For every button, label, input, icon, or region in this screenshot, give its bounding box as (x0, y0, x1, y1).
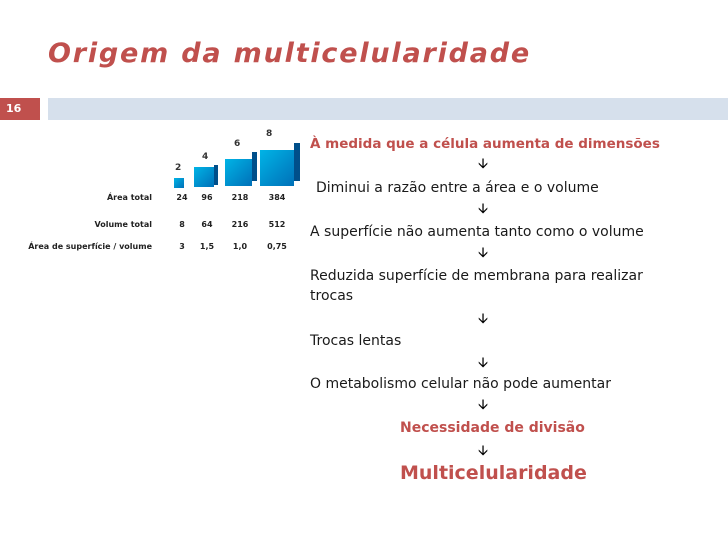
down-arrow-icon: 🡫 (478, 311, 489, 327)
step-multicellularity: Multicelularidade (400, 462, 587, 484)
step-division-needed: Necessidade de divisão (400, 420, 585, 436)
row-label-ratio: Área de superfície / volume (28, 242, 152, 251)
step-slow-exchange: Trocas lentas (310, 333, 402, 349)
cube-label-4: 4 (202, 152, 209, 162)
step-metabolism: O metabolismo celular não pode aumentar (310, 376, 611, 392)
cell-area-2: 24 (176, 193, 188, 202)
down-arrow-icon: 🡫 (478, 443, 489, 459)
down-arrow-icon: 🡫 (478, 156, 489, 172)
cell-volume-6: 216 (231, 220, 249, 229)
slide-number: 16 (0, 98, 40, 120)
row-label-volume: Volume total (94, 220, 152, 229)
cube-4 (194, 165, 218, 187)
cube-2 (174, 176, 186, 188)
cell-volume-2: 8 (179, 220, 185, 229)
slide-title: Origem da multicelularidade (48, 38, 532, 69)
cell-volume-8: 512 (268, 220, 286, 229)
cell-ratio-6: 1,0 (232, 242, 248, 251)
step-ratio-decreases: Diminui a razão entre a área e o volume (316, 180, 599, 196)
step-surface: A superfície não aumenta tanto como o volume (310, 224, 644, 240)
cube-8 (260, 143, 300, 186)
cube-figure (8, 125, 298, 270)
cube-6 (225, 152, 257, 186)
cell-area-4: 96 (201, 193, 213, 202)
down-arrow-icon: 🡫 (478, 245, 489, 261)
cube-label-2: 2 (175, 163, 182, 173)
down-arrow-icon: 🡫 (478, 201, 489, 217)
down-arrow-icon: 🡫 (478, 397, 489, 413)
step-cell-grows: À medida que a célula aumenta de dimensões (310, 136, 660, 152)
cell-area-6: 218 (231, 193, 249, 202)
step-reduced-membrane: Reduzida superfície de membrana para realizar (310, 268, 643, 284)
cell-volume-4: 64 (201, 220, 213, 229)
row-label-area: Área total (106, 193, 152, 202)
cell-area-8: 384 (268, 193, 286, 202)
header-bar (48, 98, 728, 120)
down-arrow-icon: 🡫 (478, 355, 489, 371)
cell-ratio-2: 3 (179, 242, 185, 251)
cube-label-6: 6 (234, 139, 241, 149)
cell-ratio-4: 1,5 (199, 242, 215, 251)
step-reduced-membrane-cont: trocas (310, 288, 354, 304)
cell-ratio-8: 0,75 (267, 242, 287, 251)
cube-label-8: 8 (266, 129, 273, 139)
